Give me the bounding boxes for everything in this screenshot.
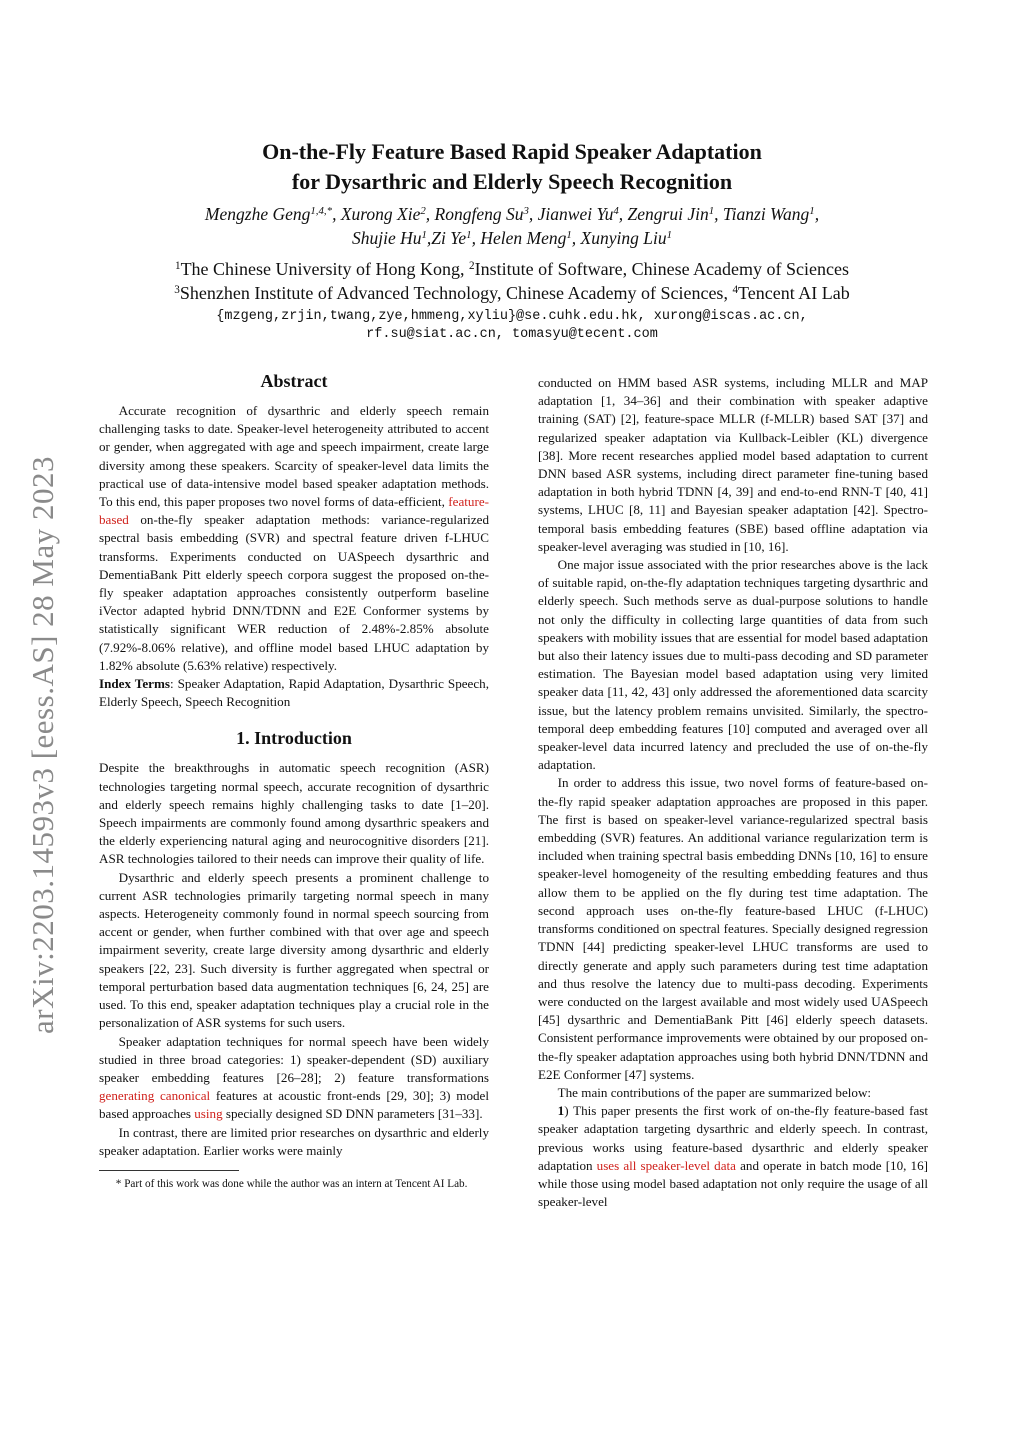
affiliation-line-1 <box>0 257 1024 281</box>
affiliation-name: The Chinese University of Hong Kong, <box>180 259 470 279</box>
body-paragraph <box>99 1033 489 1124</box>
paper-title-line-2: for Dysarthric and Elderly Speech Recognition <box>291 169 733 194</box>
right-column <box>538 374 928 1211</box>
highlighted-text: uses all speaker-level data <box>596 1157 736 1173</box>
superscript: 1 <box>174 259 181 272</box>
superscript: 1 <box>809 205 815 218</box>
superscript: 1 <box>466 229 472 242</box>
text-run: Accurate recognition of dysarthric and elderly speech remain challenging tasks to date. Speaker-level heterogeneity attributed to accent or gender, when aggregated with age and speech impairment, create large diversity among these speakers. Scarcity of speaker-level data limits the practical use of data-intensive model based speaker adaptation methods. To this end, this paper proposes two novel forms of data-efficient, <box>99 403 489 510</box>
index-terms-text: : Speaker Adaptation, Rapid Adaptation, Dysarthric Speech, Elderly Speech, Speech Recognition <box>99 676 489 710</box>
body-paragraph <box>538 1084 928 1102</box>
text-run: Dysarthric and elderly speech presents a prominent challenge to current ASR technologies primarily targeting normal speech in many aspects. Heterogeneity commonly found in normal speech sourcing from accent or gender, when further combined with that over age and speech impairment severity, create large diversity among dysarthric and elderly speakers [22, 23]. Such diversity is further aggregated when spectral or temporal perturbation based data augmentation techniques [6, 24, 25] are used. To this end, speaker adaptation techniques play a crucial role in the personalization of ASR systems for such users. <box>99 869 489 1031</box>
footnote-rule <box>99 1170 239 1171</box>
affiliation-name: Tencent AI Lab <box>738 283 850 303</box>
introduction-left-text <box>99 759 489 1159</box>
left-column <box>99 370 489 1192</box>
author-name: Xurong Xie <box>340 204 421 224</box>
paper-title-line-1: On-the-Fly Feature Based Rapid Speaker Adaptation <box>262 139 762 164</box>
body-paragraph <box>99 869 489 1033</box>
author-name: Xunying Liu <box>580 228 667 248</box>
superscript: 2 <box>469 259 475 272</box>
superscript: 1 <box>566 229 572 242</box>
body-paragraph <box>99 759 489 868</box>
body-paragraph <box>538 374 928 556</box>
author-name: Helen Meng <box>480 228 567 248</box>
introduction-heading: 1. Introduction <box>236 728 352 749</box>
text-run: In order to address this issue, two novel forms of feature-based on-the-fly rapid speaker adaptation approaches are proposed in this paper. The first is based on speaker-level variance-regularized spectral basis embedding (SVR) features. An additional variance regularization term is included when training spectral basis embedding DNNs [10, 16] to ensure speaker-level homogeneity of the resulting embedding features and thus allow them to be applied on the fly during test time adaptation. The second approach uses on-the-fly feature-based LHUC (f-LHUC) transforms conditioned on spectral features. Specially designed regression TDNN [44] predicting speaker-level LHUC transforms are used to directly generate and apply such parameters during test time adaptation and thus resolve the latency due to multi-pass decoding. Experiments were conducted on the largest available and most widely used UASpeech [45] dysarthric and DementiaBank Pitt [46] elderly speech datasets. Consistent performance improvements were obtained by our proposed on-the-fly speaker adaptation approaches using both hybrid DNN/TDNN and E2E Conformer [47] systems. <box>538 775 928 1082</box>
text-run: and operate in batch mode [10, 16] while those using model based adaptation not only require the usage of all speaker-level <box>538 1157 928 1210</box>
superscript: 1 <box>421 229 427 242</box>
superscript: 4 <box>613 205 619 218</box>
superscript: 1 <box>666 229 672 242</box>
highlighted-text: feature-based <box>99 494 489 528</box>
author-name: Zengrui Jin <box>627 204 709 224</box>
index-terms-label: Index Terms <box>99 676 170 692</box>
author-list-line-2: Shujie Hu$^1$,Zi Ye$^1$, Helen Meng$^1$, Xunying Liu$^1$ <box>351 228 672 248</box>
body-paragraph <box>99 1124 489 1160</box>
superscript: 3 <box>174 283 180 296</box>
abstract-heading: Abstract <box>260 371 328 391</box>
text-run: specially designed SD DNN parameters [31–33]. <box>222 1106 483 1122</box>
footnote: * Part of this work was done while the author was an intern at Tencent AI Lab. <box>115 1177 468 1190</box>
abstract-paragraph <box>99 402 489 675</box>
affiliation-name: Institute of Software, Chinese Academy of Sciences <box>474 259 850 279</box>
superscript: 1,4,* <box>310 205 333 218</box>
text-run: One major issue associated with the prior researches above is the lack of suitable rapid, on-the-fly adaptation techniques targeting dysarthric and elderly speech. Such methods serve as dual-purpose solutions to handle not only the difficulty in collecting large quantities of data from such speakers with mobility issues that are essential for model based adaptation but also their latency issues due to multi-pass decoding and SD parameter estimation. The Bayesian model based adaptation using very limited speaker data [11, 42, 43] only addressed the aforementioned data scarcity issue, but the latency problem remains unvisited. Similarly, the spectro-temporal deep embedding features [10] computed and averaged over all speaker-level data incurred latency and precluded the use of on-the-fly adaptation. <box>538 557 928 773</box>
author-name: Tianzi Wang <box>722 204 810 224</box>
author-list-line-1: Mengzhe Geng$^{1,4,*}$, Xurong Xie$^2$, Rongfeng Su$^3$, Jianwei Yu$^4$, Zengrui Jin$^1$, Tianzi Wang$^1$, <box>204 204 820 224</box>
text-run: on-the-fly speaker adaptation methods: variance-regularized spectral basis embedding (SVR) and spectral feature driven f-LHUC transforms. Experiments conducted on UASpeech dysarthric and DementiaBank Pitt elderly speech corpora suggest the proposed on-the-fly speaker adaptation approaches consistently outperform baseline iVector adapted hybrid DNN/TDNN and E2E Conformer systems by statistically significant WER reduction of 2.48%-2.85% absolute (7.92%-8.06% relative), and offline model based LHUC adaptation by 1.82% absolute (5.63% relative) respectively. <box>99 512 489 673</box>
superscript: 3 <box>523 205 529 218</box>
text-run: Despite the breakthroughs in automatic speech recognition (ASR) technologies targeting normal speech, accurate recognition of dysarthric and elderly speech remains highly challenging tasks to date [1–20]. Speech impairments are commonly found among dysarthric speakers and the elderly experiencing natural aging and neurocognitive disorders [21]. ASR technologies tailored to their needs can improve their quality of life. <box>99 760 489 867</box>
text-run: 1 <box>557 1103 565 1119</box>
text-run: features at acoustic front-ends [29, 30]; 3) model based approaches <box>99 1088 489 1122</box>
body-paragraph <box>538 774 928 1083</box>
author-name: Jianwei Yu <box>537 204 614 224</box>
superscript: 4 <box>732 283 739 296</box>
index-terms <box>99 675 489 711</box>
email-line-1: {mzgeng,zrjin,twang,zye,hmmeng,xyliu}@se.cuhk.edu.hk, xurong@iscas.ac.cn, <box>216 309 808 324</box>
arxiv-identifier: arXiv:2203.14593v3 [eess.AS] 28 May 2023 <box>25 456 60 1034</box>
introduction-right-text <box>538 374 928 1211</box>
author-name: Rongfeng Su <box>434 204 524 224</box>
superscript: 2 <box>420 205 426 218</box>
email-line-2: rf.su@siat.ac.cn, tomasyu@tecent.com <box>366 327 658 342</box>
author-name: Mengzhe Geng <box>204 204 311 224</box>
superscript: 1 <box>708 205 715 218</box>
text-run: conducted on HMM based ASR systems, including MLLR and MAP adaptation [1, 34–36] and their combination with speaker adaptive training (SAT) [2], feature-space MLLR (f-MLLR) based SAT [37] and regularized speaker adaptation via Kullback-Leibler (KL) divergence [38]. More recent researches applied model based adaptation to current DNN based ASR systems, including direct parameter fine-tuning based adaptation in both hybrid TDNN [4, 39] and end-to-end RNN-T [40, 41] systems, LHUC [8, 11] and Bayesian speaker adaptation [42]. Spectro-temporal basis embedding features (SBE) based offline adaptation via speaker-level averaging was studied in [10, 16]. <box>538 375 928 554</box>
highlighted-text: using <box>194 1106 223 1122</box>
text-run: ) This paper presents the first work of on-the-fly feature-based fast speaker adaptation targeting dysarthric and elderly speech. In contrast, previous works using feature-based dysarthric and elderly speaker adaptation <box>538 1103 928 1173</box>
text-run: In contrast, there are limited prior researches on dysarthric and elderly speaker adaptation. Earlier works were mainly <box>99 1124 489 1158</box>
body-paragraph <box>538 556 928 774</box>
text-run: Speaker adaptation techniques for normal speech have been widely studied in three broad categories: 1) speaker-dependent (SD) auxiliary speaker embedding features [26–28]; 2) feature transformations <box>99 1033 489 1085</box>
highlighted-text: generating canonical <box>99 1088 211 1104</box>
affiliation-name: Shenzhen Institute of Advanced Technology, Chinese Academy of Sciences, <box>179 283 733 303</box>
text-run: The main contributions of the paper are summarized below: <box>557 1084 872 1100</box>
author-name: Zi Ye <box>431 228 467 248</box>
author-name: Shujie Hu <box>351 228 422 248</box>
affiliation-line-2 <box>0 281 1024 305</box>
body-paragraph <box>538 1102 928 1211</box>
